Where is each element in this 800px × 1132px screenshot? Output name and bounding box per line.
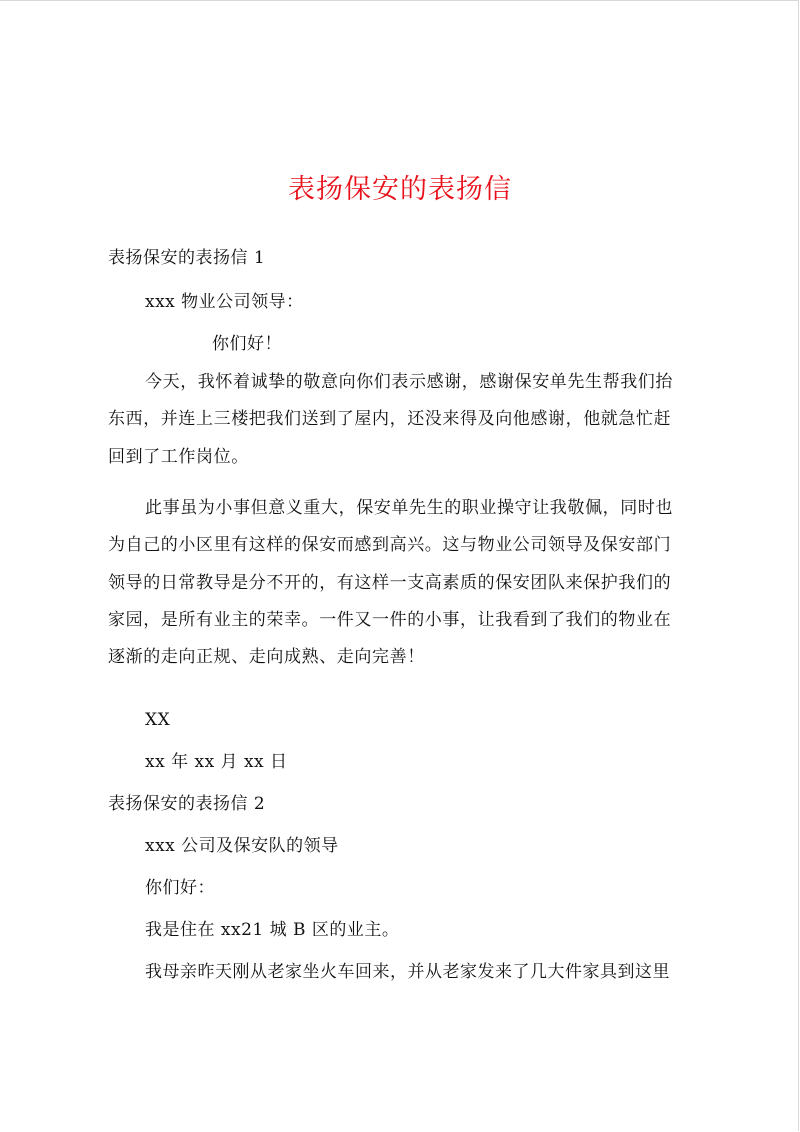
paragraph-line: 回到了工作岗位。	[108, 446, 249, 467]
document-title: 表扬保安的表扬信	[288, 174, 512, 205]
paragraph-line: 今天，我怀着诚挚的敬意向你们表示感谢，感谢保安单先生帮我们抬	[145, 372, 673, 392]
letter1-signature: XX	[145, 710, 171, 730]
letter2-paragraph-1-line: 我母亲昨天刚从老家坐火车回来，并从老家发来了几大件家具到这里	[145, 962, 670, 982]
letter1-date: xx 年 xx 月 xx 日	[145, 752, 288, 772]
paragraph-line: 逐渐的走向正规、走向成熟、走向完善！	[108, 647, 425, 668]
paragraph-line: 家园，是所有业主的荣幸。一件又一件的小事，让我看到了我们的物业在	[108, 609, 672, 630]
letter2-heading: 表扬保安的表扬信 2	[108, 794, 266, 814]
letter1-greeting: 你们好！	[212, 334, 282, 354]
paragraph-line: 领导的日常教导是分不开的，有这样一支高素质的保安团队来保护我们的	[108, 572, 672, 593]
paragraph-line: 为自己的小区里有这样的保安而感到高兴。这与物业公司领导及保安部门	[108, 535, 672, 556]
letter1-paragraph-1	[108, 364, 708, 476]
paragraph-line: 东西，并连上三楼把我们送到了屋内，还没来得及向他感谢，他就急忙赶	[108, 409, 672, 430]
letter2-salutation: xxx 公司及保安队的领导	[145, 836, 339, 856]
letter1-heading: 表扬保安的表扬信 1	[108, 248, 266, 268]
letter1-paragraph-2	[108, 490, 708, 676]
letter2-intro: 我是住在 xx21 城 B 区的业主。	[145, 920, 400, 940]
letter1-salutation: xxx 物业公司领导：	[145, 292, 304, 312]
paragraph-line: 此事虽为小事但意义重大，保安单先生的职业操守让我敬佩，同时也	[145, 498, 673, 518]
letter2-greeting: 你们好：	[145, 878, 215, 898]
